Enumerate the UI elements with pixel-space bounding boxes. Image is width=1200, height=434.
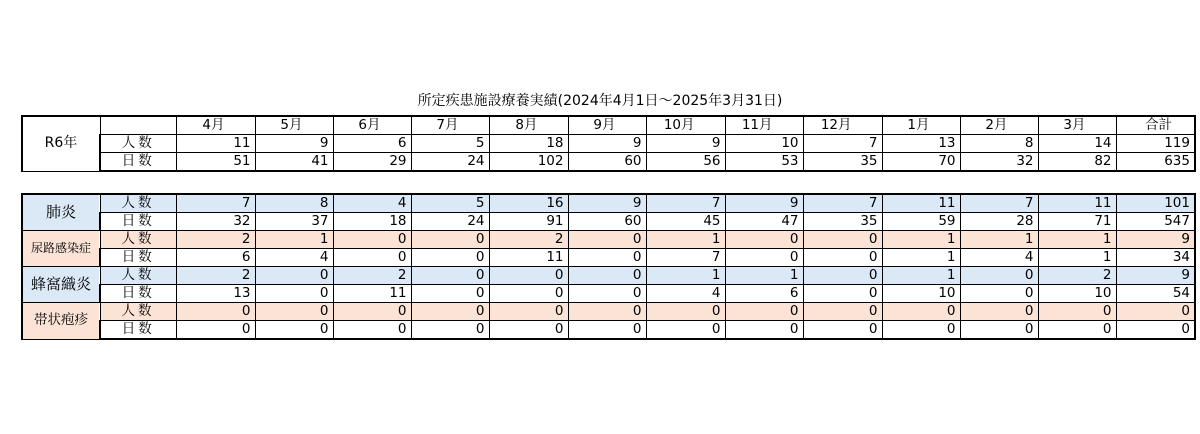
value-cell: 11 xyxy=(882,194,960,213)
value-cell: 29 xyxy=(333,153,411,172)
value-cell: 9 xyxy=(725,194,803,213)
value-cell: 4 xyxy=(960,249,1038,267)
month-header: 3月 xyxy=(1038,116,1116,135)
row-label: 人数 xyxy=(100,135,176,153)
row-label: 日数 xyxy=(100,213,176,231)
value-cell: 0 xyxy=(333,231,411,249)
value-cell: 9 xyxy=(255,135,333,153)
value-cell: 28 xyxy=(960,213,1038,231)
value-cell: 9 xyxy=(1116,267,1195,285)
value-cell: 11 xyxy=(333,285,411,303)
value-cell: 0 xyxy=(411,303,489,321)
month-header: 合計 xyxy=(1116,116,1195,135)
row-label: 日数 xyxy=(100,285,176,303)
summary-row xyxy=(22,153,1195,172)
value-cell: 4 xyxy=(333,194,411,213)
value-cell: 10 xyxy=(725,135,803,153)
month-header: 9月 xyxy=(568,116,646,135)
value-cell: 1 xyxy=(882,231,960,249)
value-cell: 13 xyxy=(176,285,255,303)
month-header: 6月 xyxy=(333,116,411,135)
value-cell: 6 xyxy=(725,285,803,303)
value-cell: 0 xyxy=(489,303,568,321)
value-cell: 6 xyxy=(176,249,255,267)
value-cell: 60 xyxy=(568,153,646,172)
row-label: 日数 xyxy=(100,321,176,340)
disease-row xyxy=(22,267,1195,285)
value-cell: 9 xyxy=(568,135,646,153)
value-cell: 0 xyxy=(882,321,960,340)
disease-row xyxy=(22,321,1195,340)
value-cell: 82 xyxy=(1038,153,1116,172)
disease-name: 蜂窩織炎 xyxy=(22,267,100,303)
value-cell: 9 xyxy=(646,135,725,153)
disease-table xyxy=(21,193,1196,340)
value-cell: 71 xyxy=(1038,213,1116,231)
row-label: 人数 xyxy=(100,303,176,321)
value-cell: 5 xyxy=(411,135,489,153)
value-cell: 0 xyxy=(882,303,960,321)
value-cell: 10 xyxy=(1038,285,1116,303)
disease-row xyxy=(22,303,1195,321)
value-cell: 1 xyxy=(882,249,960,267)
disease-name: 帯状疱疹 xyxy=(22,303,100,340)
value-cell: 7 xyxy=(646,249,725,267)
value-cell: 4 xyxy=(646,285,725,303)
value-cell: 32 xyxy=(176,213,255,231)
summary-table xyxy=(21,115,1196,172)
value-cell: 41 xyxy=(255,153,333,172)
value-cell: 6 xyxy=(333,135,411,153)
value-cell: 5 xyxy=(411,194,489,213)
value-cell: 11 xyxy=(1038,194,1116,213)
value-cell: 0 xyxy=(803,303,882,321)
value-cell: 32 xyxy=(960,153,1038,172)
month-header: 8月 xyxy=(489,116,568,135)
value-cell: 4 xyxy=(255,249,333,267)
value-cell: 0 xyxy=(411,267,489,285)
value-cell: 0 xyxy=(411,321,489,340)
value-cell: 0 xyxy=(568,321,646,340)
value-cell: 2 xyxy=(489,231,568,249)
value-cell: 8 xyxy=(255,194,333,213)
value-cell: 7 xyxy=(803,135,882,153)
value-cell: 14 xyxy=(1038,135,1116,153)
value-cell: 0 xyxy=(255,321,333,340)
value-cell: 0 xyxy=(568,267,646,285)
value-cell: 0 xyxy=(411,231,489,249)
disease-name: 肺炎 xyxy=(22,194,100,231)
value-cell: 34 xyxy=(1116,249,1195,267)
year-label: R6年 xyxy=(22,116,100,171)
row-label: 日数 xyxy=(100,249,176,267)
value-cell: 0 xyxy=(333,303,411,321)
value-cell: 56 xyxy=(646,153,725,172)
value-cell: 1 xyxy=(725,267,803,285)
value-cell: 0 xyxy=(960,285,1038,303)
value-cell: 102 xyxy=(489,153,568,172)
disease-row xyxy=(22,194,1195,213)
value-cell: 18 xyxy=(333,213,411,231)
value-cell: 7 xyxy=(803,194,882,213)
value-cell: 13 xyxy=(882,135,960,153)
page-title: 所定疾患施設療養実績(2024年4月1日～2025年3月31日) xyxy=(417,93,783,109)
value-cell: 0 xyxy=(411,249,489,267)
row-label: 日数 xyxy=(100,153,176,172)
value-cell: 24 xyxy=(411,213,489,231)
value-cell: 9 xyxy=(1116,231,1195,249)
value-cell: 1 xyxy=(646,267,725,285)
value-cell: 54 xyxy=(1116,285,1195,303)
value-cell: 35 xyxy=(803,153,882,172)
value-cell: 47 xyxy=(725,213,803,231)
value-cell: 2 xyxy=(176,267,255,285)
value-cell: 8 xyxy=(960,135,1038,153)
disease-row xyxy=(22,231,1195,249)
value-cell: 53 xyxy=(725,153,803,172)
value-cell: 1 xyxy=(1038,249,1116,267)
value-cell: 0 xyxy=(489,285,568,303)
row-label: 人数 xyxy=(100,194,176,213)
value-cell: 1 xyxy=(960,231,1038,249)
value-cell: 11 xyxy=(489,249,568,267)
value-cell: 0 xyxy=(255,303,333,321)
value-cell: 0 xyxy=(568,285,646,303)
value-cell: 11 xyxy=(176,135,255,153)
value-cell: 7 xyxy=(646,194,725,213)
value-cell: 59 xyxy=(882,213,960,231)
value-cell: 0 xyxy=(803,249,882,267)
value-cell: 24 xyxy=(411,153,489,172)
value-cell: 0 xyxy=(725,231,803,249)
value-cell: 0 xyxy=(255,267,333,285)
value-cell: 0 xyxy=(568,303,646,321)
value-cell: 0 xyxy=(803,267,882,285)
value-cell: 1 xyxy=(882,267,960,285)
value-cell: 37 xyxy=(255,213,333,231)
value-cell: 0 xyxy=(803,285,882,303)
value-cell: 2 xyxy=(176,231,255,249)
value-cell: 635 xyxy=(1116,153,1195,172)
value-cell: 0 xyxy=(333,249,411,267)
value-cell: 51 xyxy=(176,153,255,172)
value-cell: 101 xyxy=(1116,194,1195,213)
value-cell: 0 xyxy=(176,303,255,321)
value-cell: 119 xyxy=(1116,135,1195,153)
value-cell: 0 xyxy=(1116,303,1195,321)
value-cell: 0 xyxy=(725,303,803,321)
month-header: 4月 xyxy=(176,116,255,135)
month-header: 1月 xyxy=(882,116,960,135)
row-label: 人数 xyxy=(100,231,176,249)
value-cell: 18 xyxy=(489,135,568,153)
value-cell: 0 xyxy=(333,321,411,340)
header-row xyxy=(22,116,1195,135)
value-cell: 0 xyxy=(255,285,333,303)
month-header: 10月 xyxy=(646,116,725,135)
value-cell: 0 xyxy=(489,321,568,340)
value-cell: 45 xyxy=(646,213,725,231)
disease-row xyxy=(22,213,1195,231)
value-cell: 0 xyxy=(176,321,255,340)
header-blank-cell xyxy=(100,116,176,135)
value-cell: 0 xyxy=(803,321,882,340)
value-cell: 0 xyxy=(725,249,803,267)
disease-row xyxy=(22,249,1195,267)
value-cell: 0 xyxy=(1038,303,1116,321)
value-cell: 2 xyxy=(1038,267,1116,285)
value-cell: 35 xyxy=(803,213,882,231)
value-cell: 9 xyxy=(568,194,646,213)
value-cell: 1 xyxy=(1038,231,1116,249)
summary-row xyxy=(22,135,1195,153)
value-cell: 16 xyxy=(489,194,568,213)
value-cell: 0 xyxy=(568,249,646,267)
disease-name: 尿路感染症 xyxy=(22,231,100,267)
value-cell: 547 xyxy=(1116,213,1195,231)
value-cell: 0 xyxy=(1038,321,1116,340)
value-cell: 70 xyxy=(882,153,960,172)
value-cell: 0 xyxy=(803,231,882,249)
value-cell: 60 xyxy=(568,213,646,231)
value-cell: 2 xyxy=(333,267,411,285)
value-cell: 1 xyxy=(255,231,333,249)
value-cell: 0 xyxy=(646,321,725,340)
value-cell: 10 xyxy=(882,285,960,303)
value-cell: 0 xyxy=(960,267,1038,285)
value-cell: 0 xyxy=(1116,321,1195,340)
value-cell: 0 xyxy=(725,321,803,340)
value-cell: 7 xyxy=(960,194,1038,213)
value-cell: 0 xyxy=(960,321,1038,340)
value-cell: 1 xyxy=(646,231,725,249)
value-cell: 0 xyxy=(489,267,568,285)
value-cell: 0 xyxy=(960,303,1038,321)
value-cell: 0 xyxy=(411,285,489,303)
value-cell: 91 xyxy=(489,213,568,231)
month-header: 5月 xyxy=(255,116,333,135)
month-header: 11月 xyxy=(725,116,803,135)
value-cell: 0 xyxy=(646,303,725,321)
row-label: 人数 xyxy=(100,267,176,285)
month-header: 12月 xyxy=(803,116,882,135)
value-cell: 0 xyxy=(568,231,646,249)
month-header: 2月 xyxy=(960,116,1038,135)
disease-row xyxy=(22,285,1195,303)
value-cell: 7 xyxy=(176,194,255,213)
month-header: 7月 xyxy=(411,116,489,135)
